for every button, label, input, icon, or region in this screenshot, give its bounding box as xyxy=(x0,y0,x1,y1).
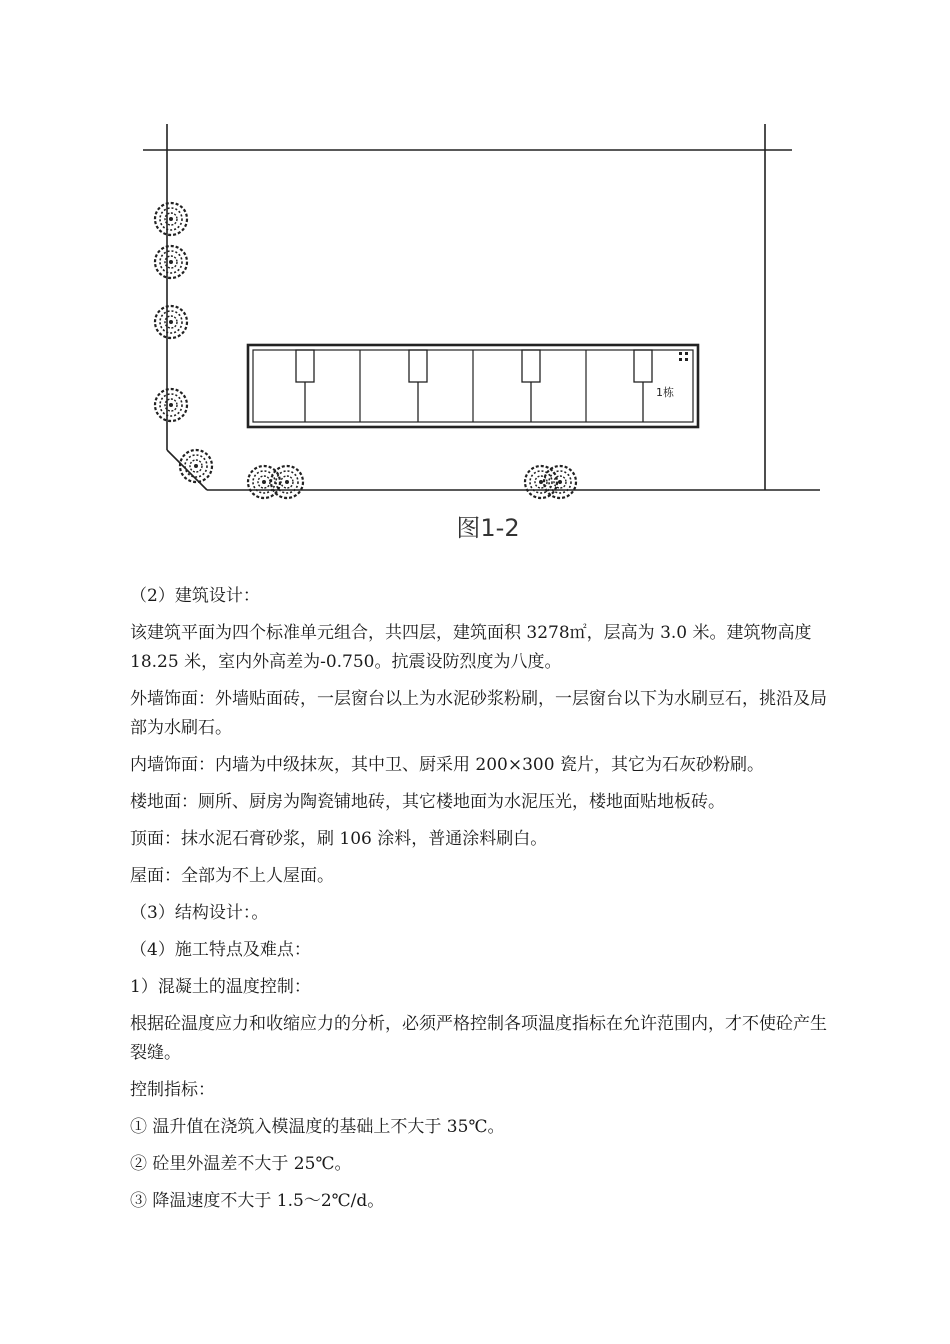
figure-caption: 图1-2 xyxy=(456,514,520,542)
tree-icon xyxy=(544,466,576,498)
list-item-temp-difference: ② 砼里外温差不大于 25℃。 xyxy=(130,1154,352,1174)
paragraph-building-overview: 该建筑平面为四个标准单元组合，共四层，建筑面积 3278㎡，层高为 3.0 米。建筑物高度 18.25 米，室内外高差为-0.750。抗震设防烈度为八度。 xyxy=(130,623,812,672)
tree-icon xyxy=(180,450,212,482)
site-plan-figure xyxy=(0,0,950,560)
section-heading-structure: （3）结构设计：。 xyxy=(130,903,269,923)
subheading-temperature-control: 1）混凝土的温度控制： xyxy=(130,977,311,997)
label-control-indicators: 控制指标： xyxy=(130,1080,215,1100)
body-text xyxy=(130,582,830,1224)
building-marker-icon xyxy=(679,352,688,361)
site-boundary xyxy=(143,124,820,490)
building-label: 1栋 xyxy=(656,386,674,399)
tree-icon xyxy=(525,466,557,498)
paragraph-ceiling-finish: 顶面：抹水泥石膏砂浆，刷 106 涂料，普通涂料刷白。 xyxy=(130,829,548,849)
paragraph-floor-finish: 楼地面：厕所、厨房为陶瓷铺地砖，其它楼地面为水泥压光，楼地面贴地板砖。 xyxy=(130,792,725,812)
list-item-cooling-rate: ③ 降温速度不大于 1.5～2℃/d。 xyxy=(130,1191,385,1211)
tree-icon xyxy=(155,389,187,421)
section-heading-architecture: （2）建筑设计： xyxy=(130,586,260,606)
stair-units xyxy=(296,350,652,422)
paragraph-interior-finish: 内墙饰面：内墙为中级抹灰，其中卫、厨采用 200×300 瓷片，其它为石灰砂粉刷。 xyxy=(130,755,764,775)
paragraph-roof: 屋面：全部为不上人屋面。 xyxy=(130,866,334,886)
paragraph-temperature-analysis: 根据砼温度应力和收缩应力的分析，必须严格控制各项温度指标在允许范围内，才不使砼产生裂缝。 xyxy=(130,1014,827,1063)
section-heading-construction: （4）施工特点及难点： xyxy=(130,940,311,960)
tree-icon xyxy=(155,306,187,338)
paragraph-exterior-finish: 外墙饰面：外墙贴面砖，一层窗台以上为水泥砂浆粉刷，一层窗台以下为水刷豆石，挑沿及局部为水刷石。 xyxy=(130,689,827,738)
tree-icon xyxy=(155,203,187,235)
tree-icon xyxy=(155,246,187,278)
list-item-temp-rise: ① 温升值在浇筑入模温度的基础上不大于 35℃。 xyxy=(130,1117,505,1137)
building-outline xyxy=(248,345,698,427)
